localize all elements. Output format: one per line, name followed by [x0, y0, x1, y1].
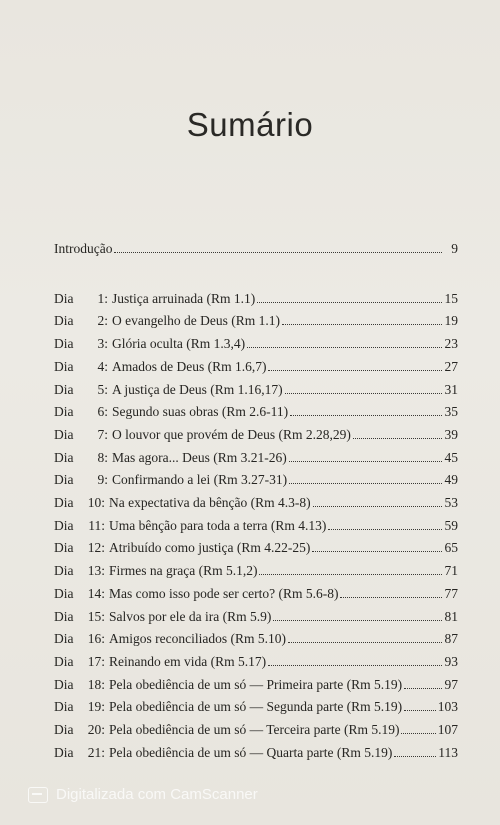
day-label: Dia — [54, 722, 74, 738]
entry-title: Pela obediência de um só — Terceira parte (Rm 5.19) — [109, 722, 400, 738]
dot-leader — [404, 688, 442, 689]
entry-page-number: 65 — [444, 540, 458, 556]
toc-entry-row — [54, 379, 458, 402]
toc-entry-row — [54, 424, 458, 447]
day-number: 20: — [87, 722, 105, 738]
table-of-contents — [54, 238, 458, 764]
day-number: 18: — [87, 676, 105, 692]
entry-title: Confirmando a lei (Rm 3.27-31) — [112, 472, 288, 488]
day-label: Dia — [54, 699, 74, 715]
entry-title: Reinando em vida (Rm 5.17) — [109, 653, 267, 669]
entry-title: Firmes na graça (Rm 5.1,2) — [109, 563, 258, 579]
dot-leader — [289, 483, 442, 484]
entry-title: Amigos reconciliados (Rm 5.10) — [109, 631, 286, 647]
entry-title: Atribuído como justiça (Rm 4.22-25) — [109, 540, 311, 556]
show-through-text — [230, 40, 470, 270]
intro-label: Introdução — [54, 241, 113, 256]
dot-leader — [114, 252, 442, 253]
dot-leader — [273, 620, 442, 621]
day-number: 21: — [87, 744, 105, 760]
entry-title: Uma bênção para toda a terra (Rm 4.13) — [109, 517, 327, 533]
entry-page-number: 35 — [444, 404, 458, 420]
dot-leader — [290, 415, 442, 416]
dot-leader — [404, 710, 436, 711]
day-number: 12: — [87, 540, 105, 556]
entry-page-number: 71 — [444, 563, 458, 579]
toc-entry-row — [54, 674, 458, 697]
entry-page-number: 87 — [444, 631, 458, 647]
toc-entry-row — [54, 537, 458, 560]
toc-entry-row — [54, 606, 458, 629]
day-number: 6: — [97, 404, 108, 420]
intro-page-number: 9 — [451, 241, 458, 256]
toc-entry-row — [54, 288, 458, 311]
toc-entry-row — [54, 719, 458, 742]
entry-page-number: 81 — [444, 608, 458, 624]
day-number: 10: — [87, 495, 105, 511]
toc-entry-row — [54, 651, 458, 674]
day-label: Dia — [54, 495, 74, 511]
toc-entry-row — [54, 696, 458, 719]
dot-leader — [328, 529, 442, 530]
day-number: 7: — [97, 426, 108, 442]
toc-entry-row — [54, 401, 458, 424]
toc-intro-row — [54, 238, 458, 261]
entry-title: Pela obediência de um só — Primeira parte (Rm 5.19) — [109, 676, 403, 692]
dot-leader — [353, 438, 442, 439]
toc-entries — [54, 288, 458, 765]
day-number: 13: — [87, 563, 105, 579]
entry-page-number: 23 — [444, 336, 458, 352]
toc-entry-row — [54, 310, 458, 333]
dot-leader — [289, 461, 442, 462]
day-label: Dia — [54, 676, 74, 692]
entry-title: O evangelho de Deus (Rm 1.1) — [112, 313, 280, 329]
day-number: 1: — [97, 290, 108, 306]
day-label: Dia — [54, 563, 74, 579]
day-label: Dia — [54, 631, 74, 647]
dot-leader — [394, 756, 436, 757]
day-number: 17: — [87, 653, 105, 669]
dot-leader — [247, 347, 442, 348]
dot-leader — [285, 393, 442, 394]
day-label: Dia — [54, 336, 74, 352]
entry-title: Mas agora... Deus (Rm 3.21-26) — [112, 449, 287, 465]
dot-leader — [268, 665, 442, 666]
toc-entry-row — [54, 515, 458, 538]
entry-page-number: 77 — [444, 585, 458, 601]
dot-leader — [257, 302, 442, 303]
entry-page-number: 93 — [444, 653, 458, 669]
entry-page-number: 53 — [444, 495, 458, 511]
entry-title: A justiça de Deus (Rm 1.16,17) — [112, 381, 283, 397]
dot-leader — [401, 733, 435, 734]
dot-leader — [282, 324, 442, 325]
entry-page-number: 27 — [444, 358, 458, 374]
day-label: Dia — [54, 381, 74, 397]
day-number: 19: — [87, 699, 105, 715]
entry-page-number: 31 — [444, 381, 458, 397]
dot-leader — [340, 597, 442, 598]
entry-page-number: 45 — [444, 449, 458, 465]
toc-entry-row — [54, 492, 458, 515]
entry-title: Amados de Deus (Rm 1.6,7) — [112, 358, 267, 374]
toc-entry-row — [54, 742, 458, 765]
day-label: Dia — [54, 404, 74, 420]
entry-title: Mas como isso pode ser certo? (Rm 5.6-8) — [109, 585, 339, 601]
day-label: Dia — [54, 744, 74, 760]
day-label: Dia — [54, 290, 74, 306]
day-label: Dia — [54, 517, 74, 533]
day-number: 16: — [87, 631, 105, 647]
day-number: 2: — [97, 313, 108, 329]
entry-title: Na expectativa da bênção (Rm 4.3-8) — [109, 495, 311, 511]
day-label: Dia — [54, 449, 74, 465]
day-label: Dia — [54, 358, 74, 374]
toc-entry-row — [54, 356, 458, 379]
dot-leader — [288, 642, 442, 643]
toc-entry-row — [54, 583, 458, 606]
dot-leader — [312, 551, 442, 552]
day-number: 3: — [97, 336, 108, 352]
day-label: Dia — [54, 472, 74, 488]
day-label: Dia — [54, 653, 74, 669]
toc-entry-row — [54, 628, 458, 651]
entry-page-number: 39 — [444, 426, 458, 442]
toc-entry-row — [54, 447, 458, 470]
entry-page-number: 97 — [444, 676, 458, 692]
day-label: Dia — [54, 608, 74, 624]
dot-leader — [313, 506, 442, 507]
entry-title: Glória oculta (Rm 1.3,4) — [112, 336, 246, 352]
entry-title: Justiça arruinada (Rm 1.1) — [112, 290, 256, 306]
toc-entry-row — [54, 560, 458, 583]
entry-title: Segundo suas obras (Rm 2.6-11) — [112, 404, 289, 420]
scanner-watermark — [28, 786, 258, 803]
toc-entry-row — [54, 469, 458, 492]
day-number: 14: — [87, 585, 105, 601]
entry-title: Salvos por ele da ira (Rm 5.9) — [109, 608, 272, 624]
entry-page-number: 103 — [437, 699, 458, 715]
day-number: 5: — [97, 381, 108, 397]
day-number: 9: — [97, 472, 108, 488]
day-number: 8: — [97, 449, 108, 465]
day-number: 4: — [97, 358, 108, 374]
entry-page-number: 59 — [444, 517, 458, 533]
scanner-icon — [28, 787, 48, 803]
day-label: Dia — [54, 585, 74, 601]
day-number: 15: — [87, 608, 105, 624]
entry-title: O louvor que provém de Deus (Rm 2.28,29) — [112, 426, 351, 442]
entry-page-number: 15 — [444, 290, 458, 306]
watermark-text: Digitalizada com CamScanner — [56, 786, 258, 803]
dot-leader — [268, 370, 442, 371]
entry-title: Pela obediência de um só — Quarta parte (Rm 5.19) — [109, 744, 393, 760]
entry-title: Pela obediência de um só — Segunda parte (Rm 5.19) — [109, 699, 403, 715]
toc-entry-row — [54, 333, 458, 356]
entry-page-number: 49 — [444, 472, 458, 488]
entry-page-number: 113 — [438, 744, 458, 760]
page-title: Sumário — [186, 106, 314, 144]
entry-page-number: 107 — [437, 722, 458, 738]
day-number: 11: — [88, 517, 105, 533]
day-label: Dia — [54, 313, 74, 329]
day-label: Dia — [54, 540, 74, 556]
show-through-header — [220, 20, 430, 30]
dot-leader — [259, 574, 442, 575]
entry-page-number: 19 — [444, 313, 458, 329]
day-label: Dia — [54, 426, 74, 442]
